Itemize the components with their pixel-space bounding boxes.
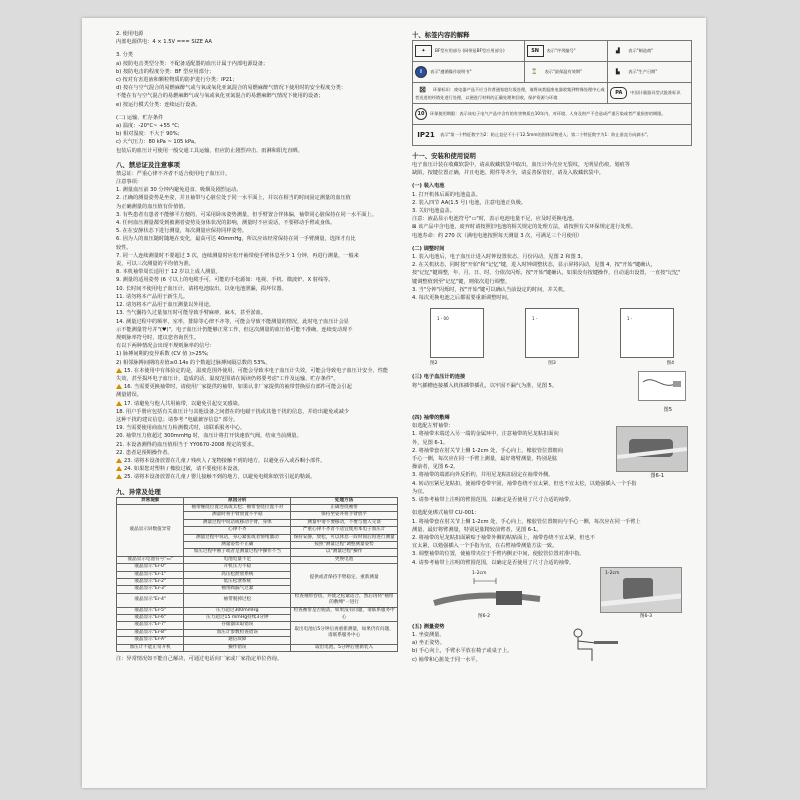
text-line: 2. 在关机状态，同时按"开始"和"记忆"键，进入时钟调整状态，显示屏将闪动，见图 4，按"开始"键确认， — [412, 262, 656, 269]
date-of-manufacture-icon: ▙ — [615, 69, 620, 75]
text-line: d) 按在与空气混合的易燃麻醉气或与氧或氧化亚氮混合的易燃麻醉气情况下使用时的安全程度分类： — [116, 85, 347, 92]
hourglass-icon: ⌛ — [530, 69, 538, 75]
text-line: 测量错误。 — [116, 392, 142, 399]
posture-section — [412, 631, 692, 664]
table-row — [117, 607, 398, 614]
table-cell: 液晶显示"Er-2" — [117, 579, 184, 586]
table-header: 异常现象 — [117, 497, 184, 504]
table-cell: 严重心律不齐者不适宜使用本电子血压计 — [291, 527, 398, 534]
table-cell: 测量时将手臂放置不平稳 — [184, 512, 291, 519]
warning-text: 25. 请将本设备放置在儿童 / 婴儿接触不到的地方，以避免电缆和软管引起的勒颈。 — [124, 474, 316, 481]
fault-table — [116, 497, 398, 653]
text-line: 3. 将袖带的端部向外反折约，并用尼龙粘扣固定在袖带外侧。 — [412, 472, 554, 479]
table-cell: 压力超过300mmHg — [184, 607, 291, 614]
table-cell: 保持安静，放松，可以休息一段时间后再进行测量 — [291, 534, 398, 541]
table-cell: 液晶显示"Er-8" — [117, 629, 184, 636]
connector-figure — [638, 371, 686, 401]
table-cell: 液晶显示"Er-3" — [117, 586, 184, 593]
table-cell: 测量姿势不正确 — [184, 542, 291, 549]
text-line: 20. 袖带压力值超过 300mmHg 时，血压计将打开快速放气阀，结束当前测量。 — [116, 433, 302, 440]
text-line: 2) 相邻脉搏间期的差值≥0.14s 的个数超过脉搏间隔总数的 53%。 — [116, 359, 271, 366]
table-cell: 液晶显示"Er-0" — [117, 564, 184, 571]
arm-cuff-illustration — [617, 427, 687, 471]
text-line: 21. 本设备测得的血压值相当于 YY0670-2008 规定的要求。 — [116, 441, 258, 448]
table-row — [413, 62, 692, 83]
text-line: 有以下两种情况会出现不规则脉率的信号： — [116, 343, 215, 350]
text-line: a) 坐正姿势。 — [412, 640, 445, 647]
table-row — [117, 504, 398, 511]
distance-label: 1-2cm — [605, 570, 620, 576]
display-readout: 1 - — [532, 316, 538, 322]
table-cell: 测量中请不要移动，不要与他人交谈 — [291, 519, 398, 526]
text-line: 9. 测量的适用姿势 (6 寸以上的电缆手可，可能的手松源如：电视、手机、微波炉、X 射线等。 — [116, 277, 334, 284]
text-span: 该产品中含电池，废弃时请按照旧电池的相关规定的处理方法，请按照有关环保规定进行处理。 — [418, 224, 636, 231]
text-line: e) 按运行模式分类：连续运行设备。 — [116, 101, 201, 108]
text-line: 12. 请勿将本产品用于血压测量以外用途。 — [116, 302, 215, 309]
text-line: 这种干扰的建议信息；请参考 "电磁兼容信息" 部分。 — [116, 416, 239, 423]
symbol-text: 表示"第一个特征数字为2：防止直径不小于12.5mm的固体异物进入；第二个特征数字为1：防止垂直方向滴水"。 — [440, 132, 651, 137]
display-figure-2 — [430, 308, 484, 358]
text-line: 3. 当"分钟"闪烁时，按"开始"键可以确认当前设定的时间，并关机。 — [412, 286, 569, 293]
text-line: 包装后的血压计可使用一般交通工具运输，但应防止剧烈冲击、雨淋和阳光直晒。 — [116, 147, 303, 154]
arm-distance-illustration — [432, 573, 542, 613]
seated-person-illustration — [562, 627, 622, 663]
text-line: b) 相对湿度：不大于 90%; — [116, 131, 180, 138]
text-line — [116, 465, 398, 473]
text-line: 示不能测量符号并"(♥)"，电子血压计仍能够正常工作，但这次测量的血压值可能不准确，连续变动现不 — [116, 326, 353, 333]
cuff-instructions — [412, 422, 692, 566]
symbol-text: 表示"生产日期" — [628, 69, 658, 74]
table-header-row — [117, 497, 398, 504]
figure-caption: 图6-1 — [650, 473, 664, 480]
section-title-9: 九、异常及处理 — [116, 487, 161, 496]
table-cell: 低压松泄系统 — [184, 579, 291, 586]
table-cell — [413, 83, 608, 104]
text-line: 3. 分类 — [116, 52, 133, 59]
table-cell: 液晶显示"Er-4" — [117, 593, 184, 607]
table-cell: 测量过程中说话或移动手臂，身体 — [184, 519, 291, 526]
text-line: 手心一侧，每次应在同一手臂上测量，最好将臂测量，特别是肱 — [412, 456, 558, 463]
text-line: 2. 使用电源 — [116, 31, 144, 37]
section-title-10: 十、标签内容的解释 — [412, 31, 470, 39]
posture-figure — [562, 627, 622, 663]
warning-text: 17. 请避免与他人共用袖带，以避免引起交叉感染。 — [124, 400, 243, 407]
text-line: 1. 装入电池后，电子血压计进入时钟设置状态，月份闪动，见图 2 和图 3。 — [412, 254, 586, 261]
display-figure-3 — [525, 308, 579, 358]
table-cell: 液晶显示屏数值异常 — [117, 504, 184, 556]
table-cell: 保持坐姿并将手臂放平 — [291, 512, 398, 519]
text-line: 8. 本机袖带周长适用于 12 岁以上成人测量。 — [116, 269, 221, 276]
text-line: 电子血压计装在收藏软袋中，请从收藏软袋中取出，血压计外壳应无裂纹，无明显伤痕、划痕等 — [412, 162, 630, 168]
table-cell — [608, 83, 692, 104]
symbol-text: 环保标识：废电器产品不应当作普通家庭垃圾处理，请将该类报废电器收集到特殊处理中心或者送进的经销处进行处理，以便进行材料的正确处理和回收，保护资源与环境 — [415, 87, 605, 100]
serial-number-icon: SN — [527, 45, 544, 57]
warning-icon — [116, 368, 122, 373]
symbol-text: 表示"遵循操作说明书" — [430, 69, 472, 74]
table-row — [413, 83, 692, 104]
subsection-title: (一) 装入电池 — [412, 183, 445, 190]
table-cell: 检查袖带是否脱落，如果没有问题，请联系服务中心 — [291, 607, 398, 622]
table-cell: 操作错误 — [184, 644, 291, 651]
table-cell: 取出电池，5分钟后重新装入 — [291, 644, 398, 651]
table-cell: 存储器读取错误 — [184, 622, 291, 629]
table-cell — [608, 41, 692, 62]
figure-caption: 图6-3 — [639, 613, 652, 619]
table-cell: 检查袖带卷绕，并使之松紧适合，然后再将"袖带的敷缚"一进行 — [291, 593, 398, 607]
table-cell: 正确卷绕袖带 — [291, 504, 398, 511]
text-line: 6. 因为人的血压随时随地在变化，最高可达 40mmHg，所以应该经常保持在同一手臂测量，选择才有比 — [116, 236, 356, 243]
subsection-title: (二) 调整时间 — [412, 245, 445, 252]
text-line: 3. 关好电池盒盖。 — [412, 208, 455, 215]
symbol-text: BF型应用部分 (网带是BF型应用部分) — [435, 48, 505, 53]
table-cell: 液晶显示电池符号"▭" — [117, 556, 184, 563]
tube-connector-illustration — [639, 372, 685, 400]
text-line: 2. 正确的测量姿势是坐姿，并且袖带与心脏位处于同一水平面上，并以在相当的时间固定测量的血压值 — [116, 195, 351, 202]
text-line: 2. 装入四节 AA(1.5 号) 电池，注意电池正负极。 — [412, 199, 527, 206]
table-cell: 液晶显示"Er-1" — [117, 571, 184, 578]
text-line: 规则脉率符号时，建议您咨询医生。 — [116, 334, 200, 341]
table-cell: 袖带脱掉过松 — [184, 593, 291, 607]
left-column — [116, 30, 398, 663]
table-cell: 高压松泄放系统 — [184, 571, 291, 578]
text-line — [116, 367, 398, 375]
symbol-table — [412, 40, 692, 146]
text-line: 10. 长时间不使用电子血压计，请将电池取出，以免电池泄漏，损坏仪器。 — [116, 285, 287, 292]
table-row — [117, 564, 398, 571]
pattern-approval-icon: PA — [610, 87, 627, 99]
table-cell: 心律不齐 — [184, 527, 291, 534]
text-line: 将气插槽连接插入机体插带插孔，以牢固不漏气为准，见图 5。 — [412, 382, 558, 389]
text-line: 失效，甚至损坏电子血压计，造成的话，温度范围请在阅读仍将要考虑"工作及运输、贮存条件"。 — [116, 375, 339, 382]
text-line: c) 按对有害进液和颗粒物质的防护进行分类：IP21； — [116, 77, 238, 84]
symbol-text: 表示"序列编号" — [546, 48, 576, 53]
table-cell: 液晶显示"Er-6" — [117, 615, 184, 622]
table-cell — [524, 62, 608, 83]
distance-label: 1-2cm — [472, 570, 487, 576]
text-line: 2. 将袖带套在肘关节上侧 1-2cm 处，手心向上，橡胶管位置朝向 — [412, 447, 563, 454]
figure-caption: 图3 — [548, 361, 556, 367]
table-cell: 测量过程中说话，身心紧张或者情绪激动 — [184, 534, 291, 541]
text-line: 较性。 — [116, 244, 132, 251]
text-line: b) 手心向上，手臂水平放在椅子或桌子上。 — [412, 648, 513, 655]
table-cell: 电池电量不足 — [184, 556, 291, 563]
warning-text: 16. 当需要更换袖带时，请使用厂家提供的袖带，如果认非厂家提供的袖带替换原有部件可能会引起 — [124, 384, 352, 391]
footnote: 注：异常情况如不能自己解决，可通过电话向厂家或厂家指定单位咨询。 — [116, 656, 283, 663]
text-line: 4. 请参考袖带上注明的臂围范围，以确定是否使用了尺寸合适的袖带。 — [412, 559, 575, 566]
figure-captions — [412, 360, 692, 368]
text-line: 1. 将袖带套在肘关节上侧 1-2cm 处，手心向上，橡胶管位置朝向与手心一侧，每次应在同一手臂上 — [412, 518, 641, 525]
text-line — [412, 223, 692, 231]
section-title-8: 八、禁忌证及注意事项 — [116, 160, 180, 169]
table-cell — [413, 41, 525, 62]
text-line: 注意事项： — [116, 179, 142, 186]
text-line: 说，可以三次测量的平均值为准。 — [116, 261, 194, 268]
text-line: 3. 调整袖带的位置，使袖带夹位于手臂内侧正中间，使胶管位置对准中指。 — [412, 551, 585, 558]
table-cell: 袖带阀漏气过紧 — [184, 586, 291, 593]
text-line: 测量，最好将臂测量，特别是肱精较前臂者，见图 6-1。 — [412, 526, 542, 533]
warning-text: 23. 请将本设备放置在儿童 / 残疾人 / 宠物接触不到的地方，以避免吞入或吞咽小部件。 — [124, 457, 326, 464]
warning-icon — [116, 384, 122, 389]
text-line: 键调整值到至"记忆"键，则依次进行调整。 — [412, 278, 511, 285]
table-cell: 加压过程中袖子或者是测量过程中操作不当 — [184, 549, 291, 556]
info-icon: i — [415, 66, 427, 78]
text-line: 操前者，见图 6-2。 — [412, 464, 459, 471]
connect-section — [412, 373, 692, 414]
table-row — [117, 556, 398, 563]
text-line: 4. 每次更换电池之后都需要重新调整时间。 — [412, 295, 512, 302]
text-line: b) 按防电击的程度分类：BF 型应用部分； — [116, 68, 215, 75]
text-line: 宜太紧，以勉强插入一个手指为宜，在右臂袖带测量方法一致。 — [412, 543, 558, 550]
symbol-text: 表示"制造商" — [628, 48, 654, 53]
table-cell: 液晶显示"Er-5" — [117, 607, 184, 614]
table-cell: 取出电池后5分钟后再重新测量，如果仍有问题，请联系服务中心 — [291, 622, 398, 644]
table-cell: 血压计参数检查错误 — [184, 629, 291, 636]
table-cell: 提供或者保持手臂稳定，重新测量 — [291, 564, 398, 594]
table-cell — [413, 104, 692, 125]
text-line: 1. 将袖带末端送入另一端的金属环中，注意袖带的尼龙粘扣面向 — [412, 431, 559, 438]
text-line — [116, 473, 398, 481]
text-line: 5. 请参考袖带上注明的臂围范围，以确定是否使用了尺寸合适的袖带。 — [412, 497, 575, 504]
ip-rating-icon: IP21 — [417, 131, 435, 139]
cuff-figure-6-3 — [600, 567, 682, 613]
text-line: 外，见图 6-1。 — [412, 439, 449, 446]
warning-icon — [116, 466, 122, 471]
subsection-title: (四) 袖带的敷缚 — [412, 415, 450, 422]
text-line: 1. 测量血压前 30 分钟内避免进食、吸烟及剧烈运动。 — [116, 187, 242, 194]
text-line: 13. 当气囊持久过量加压时可能导致手臂麻痹，麻木，甚至淤血。 — [116, 310, 266, 317]
warning-text: 24. 如果您对塑料 / 橡胶过敏，请不要使用本设备。 — [124, 466, 243, 473]
subsection-title: (三) 电子血压计的连接 — [412, 374, 466, 381]
text-line: 内部电源供电：4 × 1.5V === SIZE AA — [116, 39, 212, 46]
weee-bin-icon: ⊠ — [419, 85, 426, 94]
weee-bin-icon: ⊠ — [412, 224, 418, 231]
text-line: 4. 任何血压测量都受到被测者姿势及身体状况的影响，测量时不应说话，不要移动手臂或身体。 — [116, 220, 336, 227]
bf-applied-part-icon: ✦ — [415, 45, 432, 57]
table-row — [117, 644, 398, 651]
text-line: 如选配左臂袖带： — [412, 423, 454, 430]
text-line: 3. 有些患者有患者不能够平方便的，可采用卧床姿势测量，但手臂置合伴体偏，袖带同心脏保持在同一水平面上。 — [116, 211, 377, 218]
symbol-text: 中国计量器具型式批准标识 — [630, 90, 681, 95]
text-line: 禁忌证：严重心律不齐者不适合使用电子血压计。 — [116, 170, 231, 177]
table-row — [117, 593, 398, 607]
text-line: c) 大气压力：80 kPa ~ 105 kPa。 — [116, 139, 200, 146]
text-line: 11. 请勿将本产品用于新生儿。 — [116, 293, 189, 300]
text-line: 1) 脉搏间期的变异系数 (CV 值 )>25%; — [116, 351, 209, 358]
text-line: 2. 将袖带的尼龙粘扣面紧贴于袖带外侧的粘贴面上，袖带卷绕不宜太紧，但也不 — [412, 534, 595, 541]
text-line — [116, 383, 398, 391]
table-cell — [608, 62, 692, 83]
text-line: 19. 当需要使用商血压力检测模式时，请联系服务中心。 — [116, 425, 246, 432]
figure-caption: 图5 — [663, 406, 672, 413]
display-readout: 1 - 00 — [437, 316, 449, 322]
table-cell — [413, 62, 525, 83]
table-row — [413, 104, 692, 125]
text-line: 18. 用户手册应包括有关血压计与其他设备之间潜在的电磁干扰或其他干扰的信息，并给出避免或减少 — [116, 408, 349, 415]
text-line: 为宜。 — [412, 488, 428, 495]
table-cell: 压力超过15 mmHg持续3分钟 — [184, 615, 291, 622]
warning-icon — [116, 474, 122, 479]
figure-caption: 图6-2 — [478, 613, 491, 619]
table-cell: 通信故障 — [184, 637, 291, 644]
figure-caption: 图4 — [666, 361, 674, 367]
text-line — [116, 457, 398, 465]
text-line: 缺陷，按键位置正确，并且电池、附件等齐全，请妥善保管好，请及入收藏软袋中。 — [412, 170, 604, 177]
section8-body — [116, 170, 398, 482]
text-line: 电池寿命：约 270 次（满电电池按照每天测量 3 次，可满足三个月使用） — [412, 232, 583, 239]
text-line: 7. 同一人连续测量时不要超过 3 次，连续测量时应松开袖带使手臂休息至少 1 分钟，再进行测量，一般来 — [116, 252, 359, 259]
manual-sheet — [82, 18, 706, 788]
table-cell — [413, 125, 692, 146]
table-cell: 以"测量过程"操作 — [291, 549, 398, 556]
text-line: 1. 打开机体后面的电池盒盖。 — [412, 191, 481, 198]
table-row — [413, 125, 692, 146]
text-line: 5. 在在安静状态下进行测量，每次测量应保持同样姿势。 — [116, 228, 248, 235]
text-line: 不能在有与空气混合的易燃麻醉气或与氧或氧化亚氮混合的易燃麻醉气情况下使用的设备； — [116, 93, 324, 100]
table-cell — [524, 41, 608, 62]
clock-figures — [412, 308, 692, 358]
table-cell: 袖带缠绕位置过高或太松；袖带卷绕位置不对 — [184, 504, 291, 511]
environment-period-icon: 10 — [415, 108, 427, 120]
text-line: 22. 患者是预期操作者。 — [116, 449, 173, 456]
text-line: 如选配免绑式袖带 CU-001： — [412, 510, 480, 517]
display-readout: 1 - — [627, 316, 633, 322]
table-cell: 液晶显示"Er-A" — [117, 637, 184, 644]
text-line: c) 袖带和心脏处于同一水平。 — [412, 656, 481, 663]
subsection-title: (五) 测量姿势 — [412, 623, 445, 630]
text-line: (二) 运输、贮存条件 — [116, 114, 164, 121]
text-line: 按"记忆"键调整，年、月、日、时、分依次闪烁，按"开始"键确认，如果没有按键操作，自动退出设置，一直按"记忆" — [412, 270, 681, 277]
table-cell: 更换电池 — [291, 556, 398, 563]
right-column — [412, 30, 692, 664]
warning-icon — [116, 458, 122, 463]
text-line: 1. 坐姿测量。 — [412, 631, 445, 638]
manufacturer-icon: ▟ — [615, 48, 620, 54]
warning-text: 15. 在本使用中有体验定的是，温度范围外使用，可能会导致本电子血压计失效，可能会导致电子血压计安全、性能 — [124, 367, 389, 374]
text-line: 为正确测量的血压值有价值值。 — [116, 203, 189, 210]
table-cell: 按照"测量过程"调整测量姿势 — [291, 542, 398, 549]
display-figure-4 — [620, 308, 674, 358]
table-header: 原因分析 — [184, 497, 291, 504]
cuff-figures-6-2-6-3 — [412, 567, 692, 623]
warning-icon — [116, 401, 122, 406]
table-cell: 开机压力不稳 — [184, 564, 291, 571]
text-line — [116, 400, 398, 408]
section-title-11: 十一、安装和使用说明 — [412, 152, 476, 160]
table-cell: 液晶显示"Er-7" — [117, 622, 184, 629]
cuff-figure-6-2 — [432, 570, 542, 613]
table-cell: 血压计不能正常开机 — [117, 644, 184, 651]
text-line: 注意：液晶显示电池符号"▭"时，表示电池电量不足，应及时更换电池。 — [412, 216, 578, 223]
cuff-figure-6-1 — [616, 426, 688, 472]
table-header: 处理方法 — [291, 497, 398, 504]
table-row — [413, 41, 692, 62]
text-line: a) 按防电击类型分类：不配备适配器的血压计属于内部电源设备； — [116, 60, 269, 67]
text-line: 4. 转动压紧尼龙粘扣，使袖带卷带牢固，袖带卷绕不宜太紧，但也不宜太松，以勉强插入一个手指 — [412, 480, 637, 487]
table-row — [117, 622, 398, 629]
text-line: a) 温度：-20°C~ +55 °C; — [116, 123, 180, 130]
symbol-text: 表示"最保温有效期" — [544, 69, 582, 74]
text-line: 14. 测量过程中的频率，室率，排除等心律不齐等，可能会导致不能测量的情况，此时电子血压计会显 — [116, 318, 349, 325]
symbol-text: 环保使用期限：表示该电子电气产品中含有的有害物质在10年内，对环境、人身及财产不会造成严重污染或者严重损害的期限。 — [430, 111, 666, 116]
figure-caption: 图2 — [430, 361, 438, 367]
